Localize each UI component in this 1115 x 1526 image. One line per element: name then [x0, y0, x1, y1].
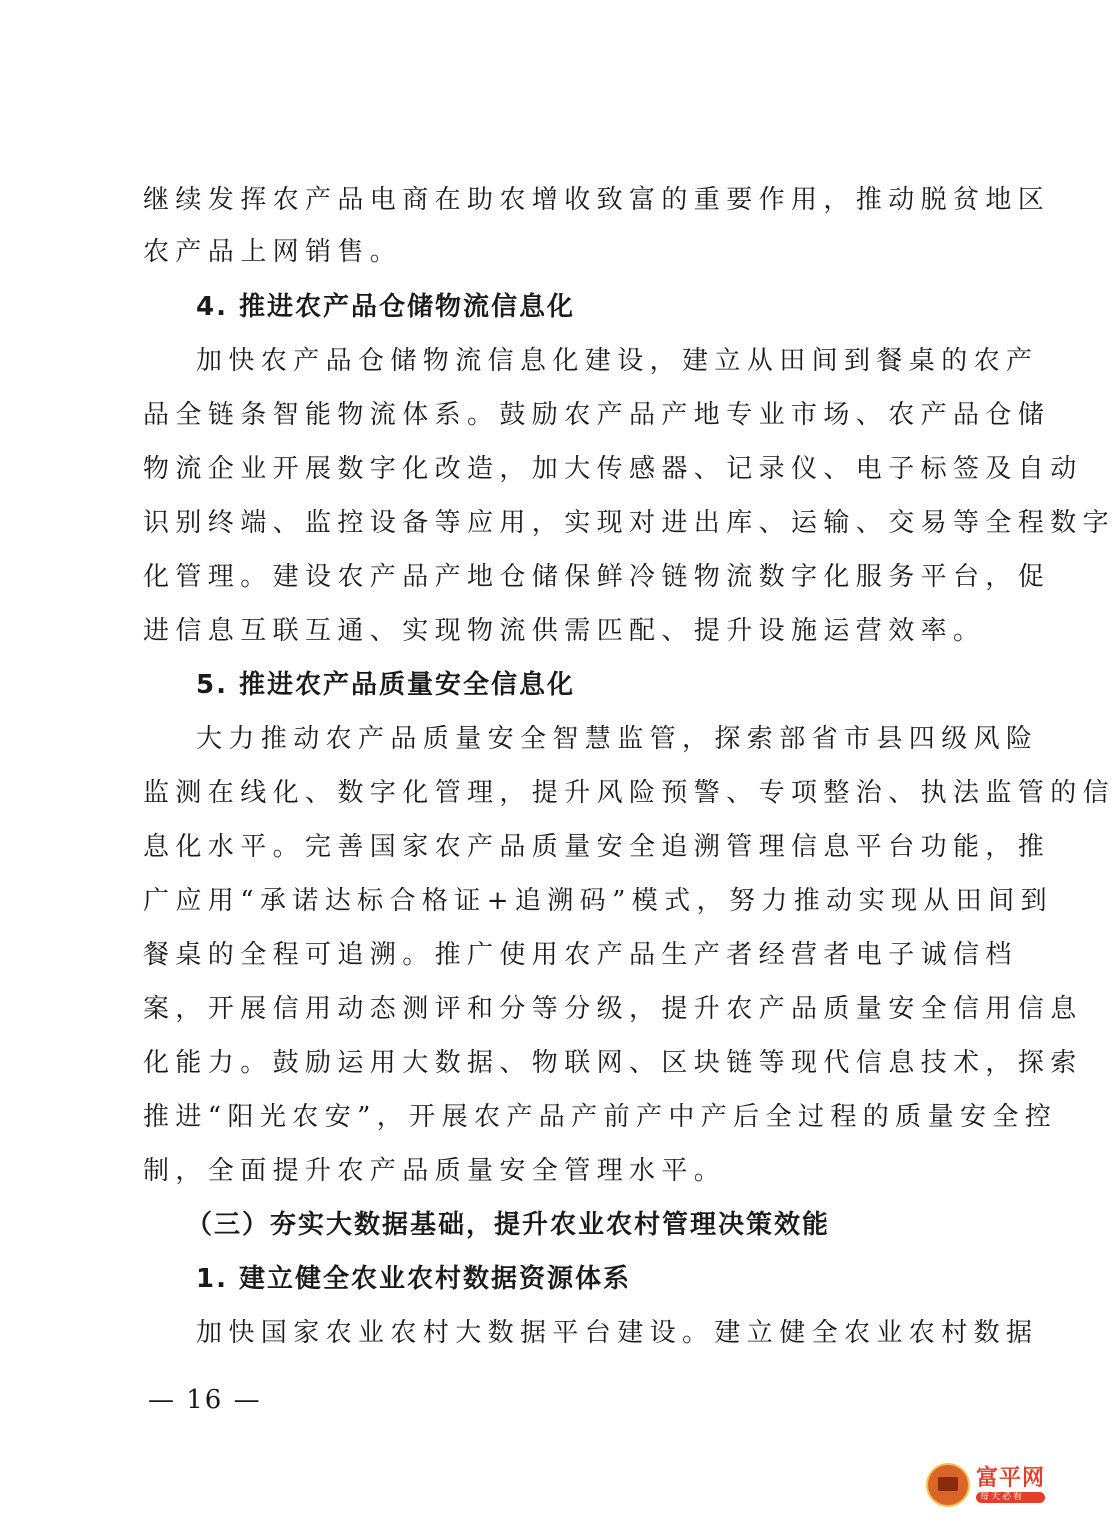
- page-number: — 16 —: [148, 1385, 262, 1415]
- paragraph-line: 农产品上网销售。: [143, 237, 403, 267]
- paragraph-line: 推进“阳光农安”，开展农产品产前产中产后全过程的质量安全控: [143, 1102, 1058, 1132]
- paragraph-line: 餐桌的全程可追溯。推广使用农产品生产者经营者电子诚信档: [143, 940, 1018, 970]
- section-heading-4: 4. 推进农产品仓储物流信息化: [196, 292, 576, 322]
- paragraph-line: 大力推动农产品质量安全智慧监管，探索部省市县四级风险: [196, 724, 1039, 754]
- paragraph-line: 加快国家农业农村大数据平台建设。建立健全农业农村数据: [196, 1318, 1039, 1348]
- watermark-sub-text: 每天必看: [976, 1492, 1045, 1503]
- building-logo-icon: [926, 1463, 970, 1507]
- paragraph-line: 加快农产品仓储物流信息化建设，建立从田间到餐桌的农产: [196, 346, 1039, 376]
- paragraph-line: 物流企业开展数字化改造，加大传感器、记录仪、电子标签及自动: [143, 454, 1083, 484]
- paragraph-line: 广应用“承诺达标合格证+追溯码”模式，努力推动实现从田间到: [143, 886, 1053, 916]
- section-heading-1: 1. 建立健全农业农村数据资源体系: [196, 1264, 632, 1294]
- paragraph-line: 息化水平。完善国家农产品质量安全追溯管理信息平台功能，推: [143, 832, 1051, 862]
- paragraph-line: 监测在线化、数字化管理，提升风险预警、专项整治、执法监管的信: [143, 778, 1115, 808]
- section-heading-5: 5. 推进农产品质量安全信息化: [196, 670, 576, 700]
- paragraph-line: 进信息互联互通、实现物流供需匹配、提升设施运营效率。: [143, 616, 986, 646]
- part-heading-3: （三）夯实大数据基础，提升农业农村管理决策效能: [186, 1210, 831, 1240]
- watermark-main-text: 富平网: [976, 1465, 1046, 1491]
- paragraph-line: 化管理。建设农产品产地仓储保鲜冷链物流数字化服务平台，促: [143, 562, 1051, 592]
- paragraph-line: 制，全面提升农产品质量安全管理水平。: [143, 1156, 727, 1186]
- paragraph-line: 继续发挥农产品电商在助农增收致富的重要作用，推动脱贫地区: [143, 185, 1051, 215]
- watermark-text: [976, 1465, 1046, 1503]
- watermark-logo: [926, 1462, 1056, 1508]
- paragraph-line: 识别终端、监控设备等应用，实现对进出库、运输、交易等全程数字: [143, 508, 1115, 538]
- paragraph-line: 案，开展信用动态测评和分等分级，提升农产品质量安全信用信息: [143, 994, 1083, 1024]
- paragraph-line: 化能力。鼓励运用大数据、物联网、区块链等现代信息技术，探索: [143, 1048, 1083, 1078]
- paragraph-line: 品全链条智能物流体系。鼓励农产品产地专业市场、农产品仓储: [143, 400, 1051, 430]
